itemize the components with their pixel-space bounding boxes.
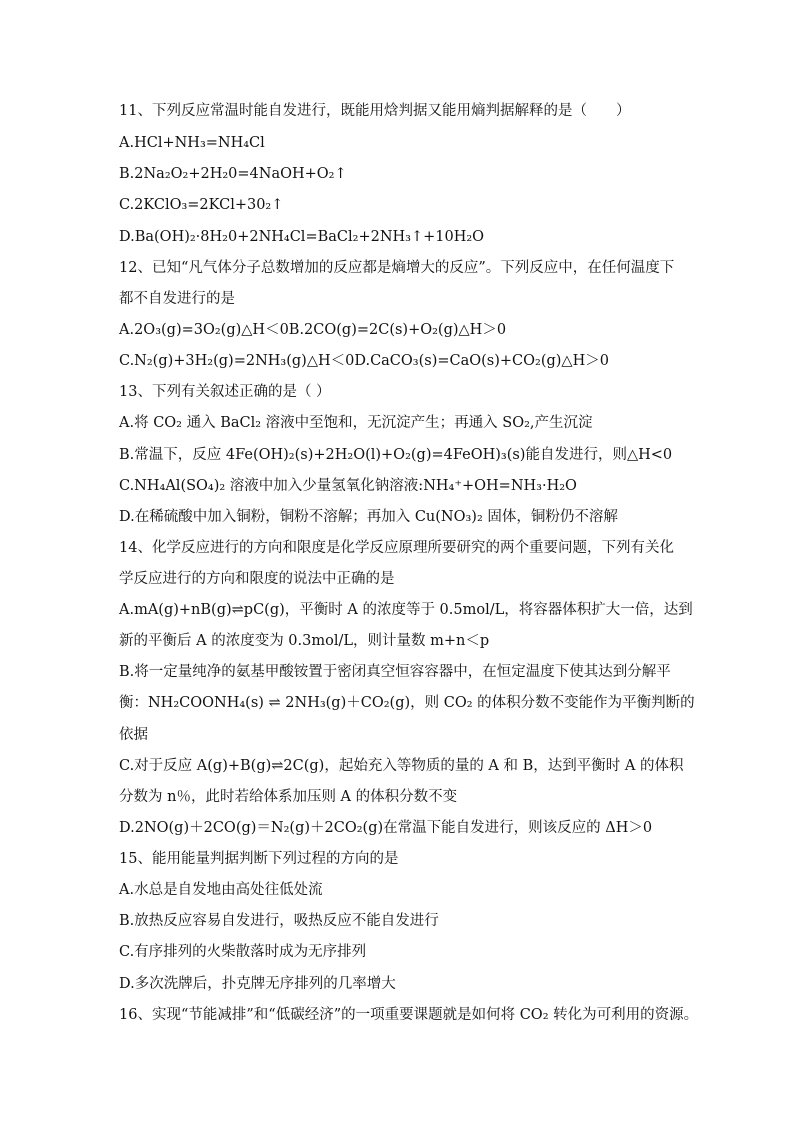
q13-option-a: A.将 CO₂ 通入 BaCl₂ 溶液中至饱和，无沉淀产生；再通入 SO₂,产生沉淀 xyxy=(119,415,593,431)
q13-stem: 13、下列有关叙述正确的是（ ） xyxy=(119,384,331,400)
q12-options-ab: A.2O₃(g)=3O₂(g)△H＜0B.2CO(g)=2C(s)+O₂(g)△H＞0 xyxy=(119,322,507,338)
q14-option-c-line-2: 分数为 n％，此时若给体系加压则 A 的体积分数不变 xyxy=(119,789,458,805)
q15-option-a: A.水总是自发地由高处往低处流 xyxy=(119,882,323,898)
q11-option-a: A.HCl+NH₃=NH₄Cl xyxy=(119,135,265,151)
q14-option-b-line-2: 衡：NH₂COONH₄(s) ⇌ 2NH₃(g)＋CO₂(g)，则 CO₂ 的体积分数不变能作为平衡判断的 xyxy=(119,695,695,711)
q12-stem-line-2: 都不自发进行的是 xyxy=(119,291,235,307)
q11-option-c: C.2KClO₃=2KCl+30₂↑ xyxy=(119,197,284,213)
q14-option-c-line-1: C.对于反应 A(g)+B(g)⇌2C(g)，起始充入等物质的量的 A 和 B，达到平衡时 A 的体积 xyxy=(119,758,684,774)
q16-stem: 16、实现“节能减排”和“低碳经济”的一项重要课题就是如何将 CO₂ 转化为可利用的资源。 xyxy=(119,1007,699,1023)
q13-option-d: D.在稀硫酸中加入铜粉，铜粉不溶解；再加入 Cu(NO₃)₂ 固体，铜粉仍不溶解 xyxy=(119,509,618,525)
q15-option-b: B.放热反应容易自发进行，吸热反应不能自发进行 xyxy=(119,913,439,929)
q14-option-b-line-1: B.将一定量纯净的氨基甲酸铵置于密闭真空恒容容器中，在恒定温度下使其达到分解平 xyxy=(119,664,671,680)
q12-options-cd: C.N₂(g)+3H₂(g)=2NH₃(g)△H＜0D.CaCO₃(s)=CaO(s)+CO₂(g)△H＞0 xyxy=(119,353,609,369)
q14-option-b-line-3: 依据 xyxy=(119,727,148,743)
q13-option-c: C.NH₄Al(SO₄)₂ 溶液中加入少量氢氧化钠溶液:NH₄⁺+OH=NH₃·H₂O xyxy=(119,478,577,494)
q14-option-a-line-2: 新的平衡后 A 的浓度变为 0.3mol/L，则计量数 m+n＜p xyxy=(119,633,490,649)
q14-stem-line-1: 14、化学反应进行的方向和限度是化学反应原理所要研究的两个重要问题，下列有关化 xyxy=(119,540,674,556)
q11-option-b: B.2Na₂O₂+2H₂0=4NaOH+O₂↑ xyxy=(119,166,347,182)
q13-option-b: B.常温下，反应 4Fe(OH)₂(s)+2H₂O(l)+O₂(g)=4FeOH)₃(s)能自发进行，则△H<0 xyxy=(119,447,673,463)
q14-stem-line-2: 学反应进行的方向和限度的说法中正确的是 xyxy=(119,571,395,587)
q12-stem-line-1: 12、已知“凡气体分子总数增加的反应都是熵增大的反应”。下列反应中，在任何温度下 xyxy=(119,260,675,276)
q15-stem: 15、能用能量判据判断下列过程的方向的是 xyxy=(119,851,399,867)
q14-option-d: D.2NO(g)＋2CO(g)＝N₂(g)＋2CO₂(g)在常温下能自发进行，则该反应的 ΔH＞0 xyxy=(119,820,653,836)
q11-option-d: D.Ba(OH)₂·8H₂0+2NH₄Cl=BaCl₂+2NH₃↑+10H₂O xyxy=(119,229,485,245)
q11-stem: 11、下列反应常温时能自发进行，既能用焓判据又能用熵判据解释的是（ ） xyxy=(119,103,631,119)
q15-option-d: D.多次洗牌后，扑克牌无序排列的几率增大 xyxy=(119,976,396,992)
q15-option-c: C.有序排列的火柴散落时成为无序排列 xyxy=(119,944,367,960)
q14-option-a-line-1: A.mA(g)+nB(g)⇌pC(g)，平衡时 A 的浓度等于 0.5mol/L，将容器体积扩大一倍，达到 xyxy=(119,602,693,618)
